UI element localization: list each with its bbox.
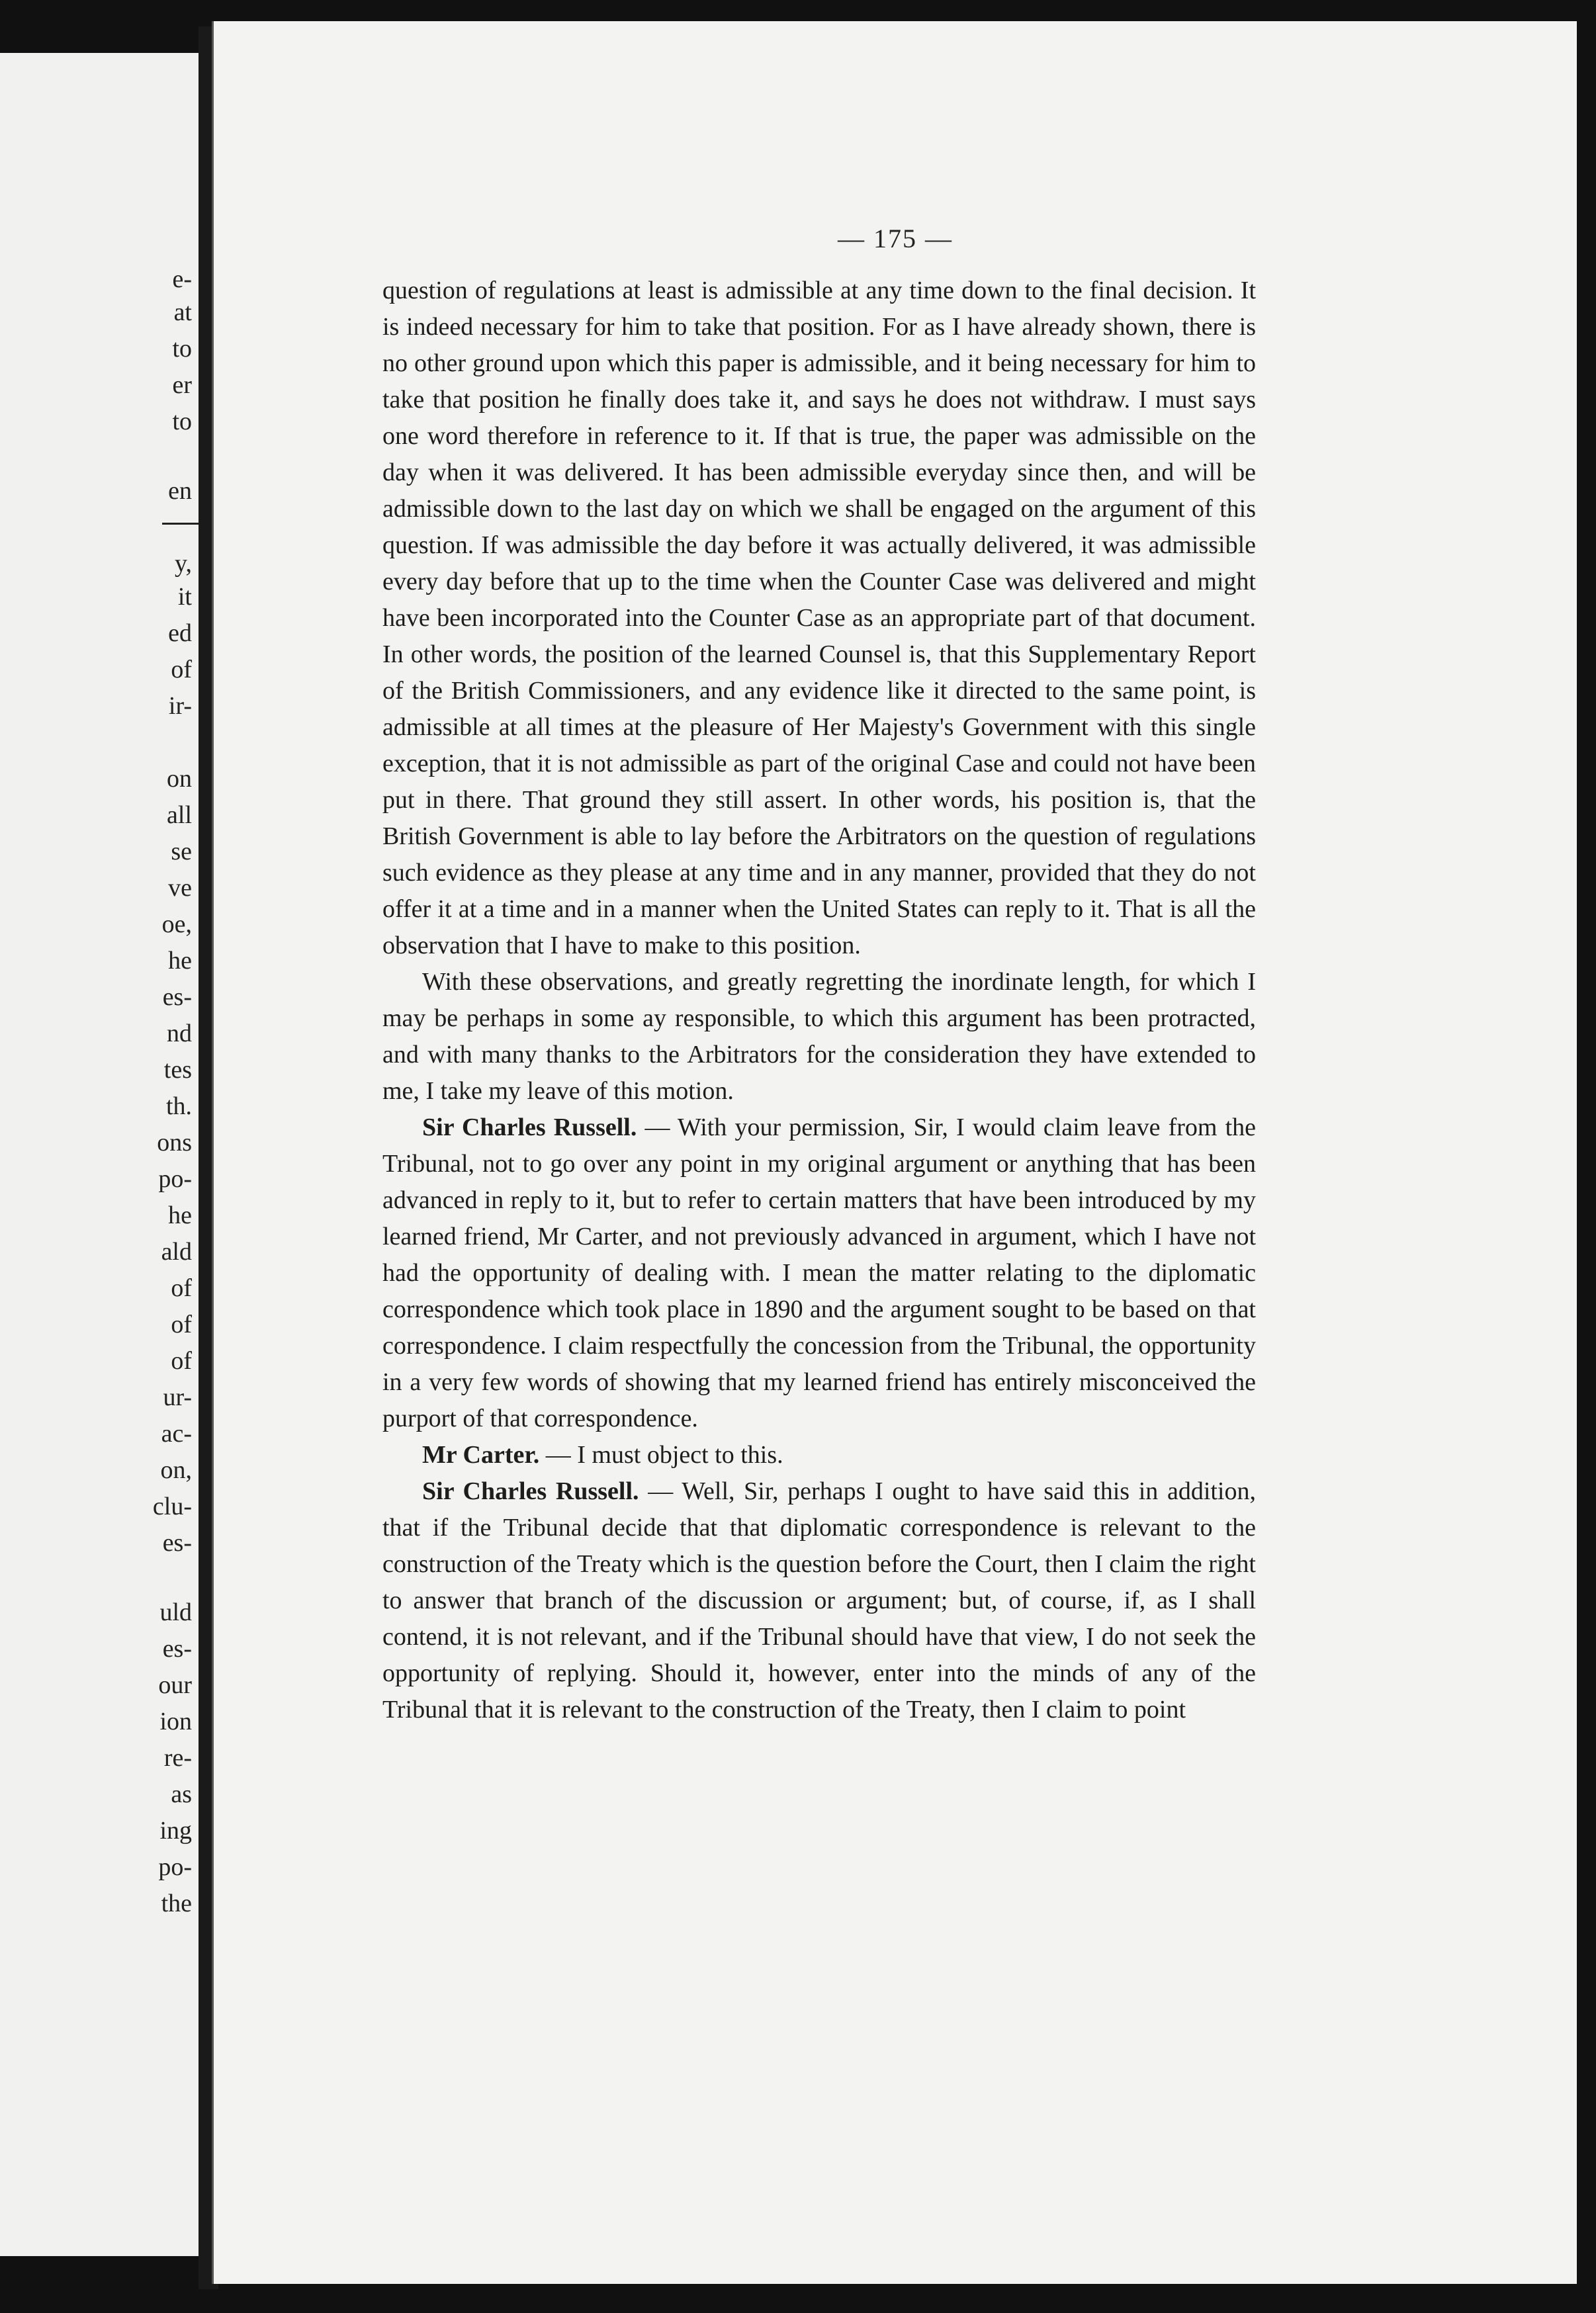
margin-fragment: on, — [160, 1456, 192, 1484]
document-page — [212, 21, 1577, 2284]
margin-fragment: ion — [159, 1708, 192, 1735]
margin-fragment: as — [171, 1780, 192, 1808]
previous-page-strip — [0, 53, 199, 2256]
page-number: — 175 — — [838, 224, 953, 253]
paragraph-text: — Well, Sir, perhaps I ought to have said this in addition, that if the Tribunal decide that that diplomatic correspondence is relevant to the construction of the Treaty which is the question before the Court, then I claim the right to answer that branch of the discussion or argument; but, of course, if, as I shall contend, it is not relevant, and if the Tribunal should have that view, I do not seek the opportunity of replying. Should it, however, enter into the minds of any of the Tribunal that it is relevant to the construction of the Treaty, then I claim to point — [382, 1477, 1256, 1724]
margin-fragment: er — [172, 371, 192, 399]
margin-fragment: our — [158, 1671, 192, 1699]
margin-fragment: es- — [162, 1635, 192, 1663]
margin-fragment: re- — [163, 1744, 192, 1772]
paragraph — [382, 1110, 1256, 1437]
paragraph-text: — With your permission, Sir, I would claim leave from the Tribunal, not to go over any point in my original argument or anything that has been advanced in reply to it, but to refer to certain matters that have been introduced by my learned friend, Mr Carter, and not previously advanced in argument, which I have not had the opportunity of dealing with. I mean the matter relating to the diplomatic correspondence which took place in 1890 and the argument sought to be based on that correspondence. I claim respectfully the concession from the Tribunal, the opportunity in a very few words of showing that my learned friend has entirely misconceived the purport of that correspondence. — [382, 1113, 1256, 1432]
speaker-name: Mr Carter. — [422, 1441, 540, 1469]
paragraph — [382, 964, 1256, 1110]
margin-fragment: e- — [172, 265, 192, 293]
margin-fragment: po- — [158, 1165, 192, 1193]
margin-fragment: th. — [165, 1092, 192, 1120]
margin-fragment: ve — [168, 874, 192, 902]
margin-fragment: it — [177, 583, 192, 611]
margin-fragment: at — [173, 298, 192, 326]
margin-fragment: ir- — [168, 692, 192, 720]
margin-fragment: he — [168, 1201, 192, 1229]
margin-fragment: en — [168, 477, 192, 505]
margin-fragment: ald — [161, 1238, 192, 1266]
margin-fragment: ed — [168, 619, 192, 647]
margin-fragment: po- — [158, 1853, 192, 1881]
margin-fragment: se — [171, 838, 192, 865]
margin-rule — [162, 523, 199, 525]
paragraph-text: — I must object to this. — [545, 1441, 783, 1469]
margin-fragment: uld — [159, 1598, 192, 1626]
paragraph-text: question of regulations at least is admissible at any time down to the final decision. It is indeed necessary for him to take that position. For as I have already shown, there is no other ground upon which this paper is admissible, and it being necessary for him to take that position he finally does take it, and says he does not withdraw. I must says one word therefore in reference to it. If that is true, the paper was admissible on the day when it was delivered. It has been admissible everyday since then, and will be admissible down to the last day on which we shall be engaged on the argument of this question. If was admissible the day before it was actually delivered, it was admissible every day before that up to the time when the Counter Case was delivered and might have been incorporated into the Counter Case as an appropriate part of that document. In other words, the position of the learned Counsel is, that this Supplementary Report of the British Commissioners, and any evidence like it directed to the same point, is admissible at all times at the pleasure of Her Majesty's Government with this single exception, that it is not admissible as part of the original Case and could not have been put in there. That ground they still assert. In other words, his position is, that the British Government is able to lay before the Arbitrators on the question of regulations such evidence as they please at any time and in any manner, provided that they do not offer it at a time and in a manner when the United States can reply to it. That is all the observation that I have to make to this position. — [382, 277, 1256, 959]
margin-fragment: es- — [162, 1529, 192, 1557]
margin-fragment: ing — [159, 1817, 192, 1845]
margin-fragment: ur- — [163, 1383, 192, 1411]
margin-fragment: to — [172, 408, 192, 435]
paragraph-text: With these observations, and greatly regretting the inordinate length, for which I may be perhaps in some ay responsible, to which this argument has been protracted, and with many thanks to the Arbitrators for the consideration they have extended to me, I take my leave of this motion. — [382, 968, 1256, 1105]
margin-fragment: y, — [174, 550, 192, 578]
speaker-name: Sir Charles Russell. — [422, 1477, 639, 1505]
margin-fragment: ac- — [161, 1420, 192, 1448]
margin-fragment: nd — [167, 1020, 192, 1047]
margin-fragment: oe, — [161, 910, 192, 938]
speaker-name: Sir Charles Russell. — [422, 1113, 637, 1141]
margin-fragment: es- — [162, 983, 192, 1011]
margin-fragment: on — [167, 765, 192, 793]
margin-fragment: ons — [157, 1129, 192, 1156]
paragraph — [382, 273, 1256, 964]
margin-fragment: of — [171, 656, 192, 683]
margin-fragment: the — [161, 1890, 192, 1917]
paragraph — [382, 1473, 1256, 1728]
page-body — [382, 273, 1256, 1728]
margin-fragment: tes — [163, 1056, 192, 1084]
margin-fragment: of — [171, 1347, 192, 1375]
margin-fragment: clu- — [152, 1493, 192, 1520]
paragraph — [382, 1437, 1256, 1473]
margin-fragment: of — [171, 1311, 192, 1338]
margin-fragment: of — [171, 1274, 192, 1302]
margin-fragment: to — [172, 335, 192, 363]
margin-fragment: he — [168, 947, 192, 975]
margin-fragment: all — [167, 801, 192, 829]
